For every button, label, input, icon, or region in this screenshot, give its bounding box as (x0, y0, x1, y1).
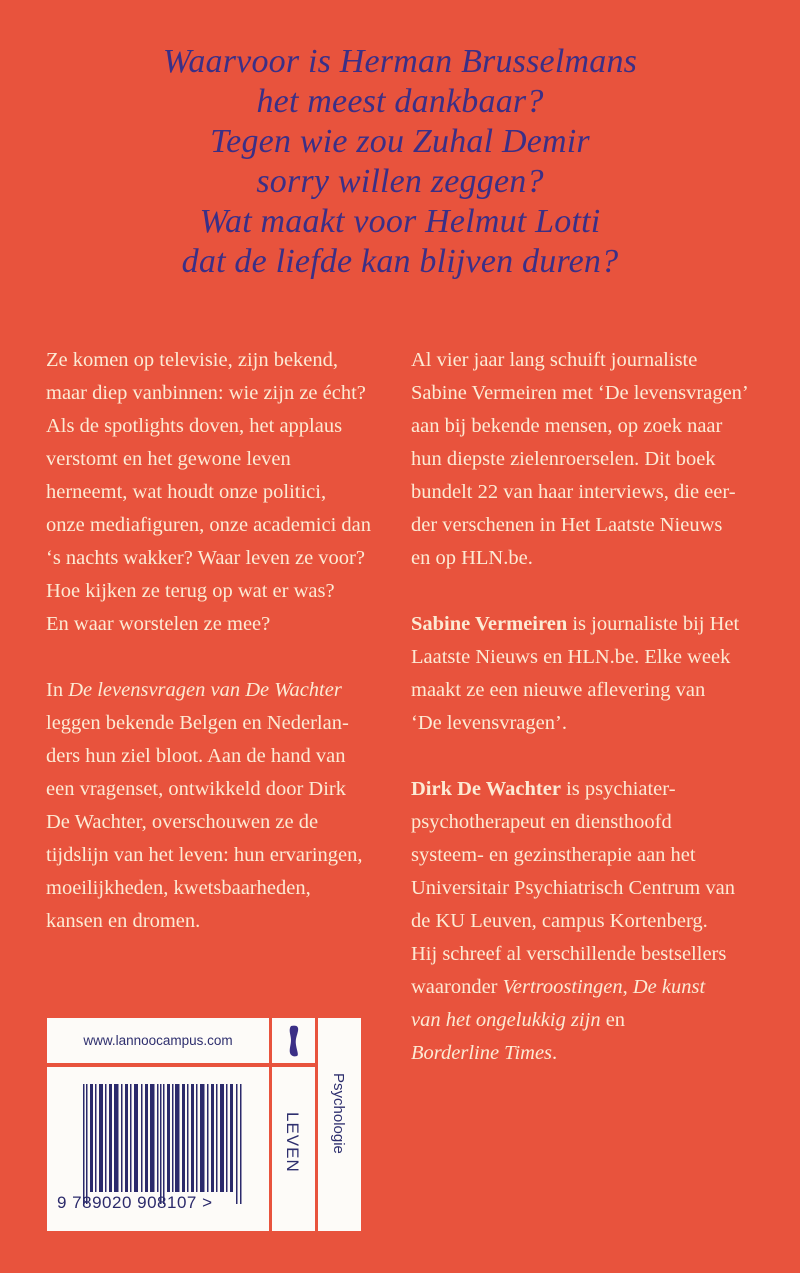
text-line (46, 674, 396, 707)
text-line: systeem- en gezinstherapie aan het (411, 844, 696, 866)
headline-line: het meest dankbaar? (256, 83, 544, 120)
text-line: Als de spotlights doven, het applaus (46, 415, 343, 437)
publisher-url (47, 1018, 269, 1063)
lannoo-wave-logo-icon (288, 1025, 300, 1057)
isbn-number: 9 789020 908107 > (57, 1193, 213, 1212)
text-line: onze mediafiguren, onze academici dan (46, 514, 371, 536)
text-line (411, 1004, 791, 1037)
series-label: LEVEN (283, 1112, 302, 1173)
text-line: Laatste Nieuws en HLN.be. Elke week (411, 646, 731, 668)
headline-line: Waarvoor is Herman Brusselmans (162, 43, 638, 80)
text-line: maakt ze een nieuwe aflevering van (411, 679, 706, 701)
book-title: De levensvragen van De Wachter (68, 679, 342, 701)
text-line: kansen en dromen. (46, 910, 201, 932)
text-line: hun diepste zielenroerselen. Dit boek (411, 448, 716, 470)
publisher-url-text: www.lannoocampus.com (83, 1033, 233, 1048)
text-line: maar diep vanbinnen: wie zijn ze écht? (46, 382, 366, 404)
text-line: bundelt 22 van haar interviews, die eer- (411, 481, 736, 503)
text-line: verstomt en het gewone leven (46, 448, 291, 470)
text-line: een vragenset, ontwikkeld door Dirk (46, 778, 347, 800)
book-title: van het ongelukkig zijn (411, 1009, 601, 1031)
left-column-blurb (46, 344, 396, 938)
text-line: leggen bekende Belgen en Nederlan- (46, 712, 349, 734)
text-line: ders hun ziel bloot. Aan de hand van (46, 745, 346, 767)
text-fragment: en (600, 1009, 626, 1031)
book-title: Vertroostingen (502, 976, 623, 998)
text-line: Al vier jaar lang schuift journaliste (411, 349, 698, 371)
text-line: ‘s nachts wakker? Waar leven ze voor? (46, 547, 365, 569)
text-line: en op HLN.be. (411, 547, 533, 569)
category-label: Psychologie (330, 1073, 347, 1154)
book-title: Borderline Times (411, 1042, 553, 1064)
text-line: psychotherapeut en diensthoofd (411, 811, 672, 833)
text-line: herneemt, wat houdt onze politici, (46, 481, 327, 503)
text-line: Universitair Psychiatrisch Centrum van (411, 877, 735, 899)
text-line: Hoe kijken ze terug op wat er was? (46, 580, 335, 602)
text-fragment: is psychiater- (560, 778, 676, 800)
text-line: tijdslijn van het leven: hun ervaringen, (46, 844, 363, 866)
headline-line: Tegen wie zou Zuhal Demir (210, 123, 590, 160)
text-line (411, 1037, 791, 1070)
text-line: der verschenen in Het Laatste Nieuws (411, 514, 723, 536)
publisher-info-box (47, 1018, 361, 1232)
text-line (411, 971, 791, 1004)
publisher-logo (272, 1018, 315, 1063)
author-name: Sabine Vermeiren (411, 613, 568, 635)
isbn-barcode (47, 1067, 269, 1231)
headline-line: dat de liefde kan blijven duren? (181, 243, 619, 280)
text-fragment: is journaliste bij Het (567, 613, 740, 635)
text-line: moeilijkheden, kwetsbaarheden, (46, 877, 311, 899)
text-fragment: , (622, 976, 633, 998)
text-line: de KU Leuven, campus Kortenberg. (411, 910, 708, 932)
text-line (411, 608, 791, 641)
category-label-box (318, 1018, 361, 1231)
headline-line: sorry willen zeggen? (256, 163, 544, 200)
text-line: Sabine Vermeiren met ‘De levensvragen’ (411, 382, 749, 404)
series-label-box (272, 1067, 315, 1231)
author-name: Dirk De Wachter (411, 778, 561, 800)
right-column-blurb (411, 344, 791, 1070)
headline-line: Wat maakt voor Helmut Lotti (199, 203, 601, 240)
text-line: Ze komen op televisie, zijn bekend, (46, 349, 339, 371)
text-fragment: . (552, 1042, 558, 1064)
text-line: Hij schreef al verschillende bestsellers (411, 943, 727, 965)
headline-questions (0, 42, 800, 282)
text-fragment: waaronder (411, 976, 503, 998)
text-line: ‘De levensvragen’. (411, 712, 567, 734)
text-line: De Wachter, overschouwen ze de (46, 811, 319, 833)
text-fragment: In (46, 679, 69, 701)
barcode-icon (83, 1084, 243, 1204)
text-line: En waar worstelen ze mee? (46, 613, 271, 635)
text-line (411, 773, 791, 806)
book-title: De kunst (632, 976, 706, 998)
text-line: aan bij bekende mensen, op zoek naar (411, 415, 723, 437)
